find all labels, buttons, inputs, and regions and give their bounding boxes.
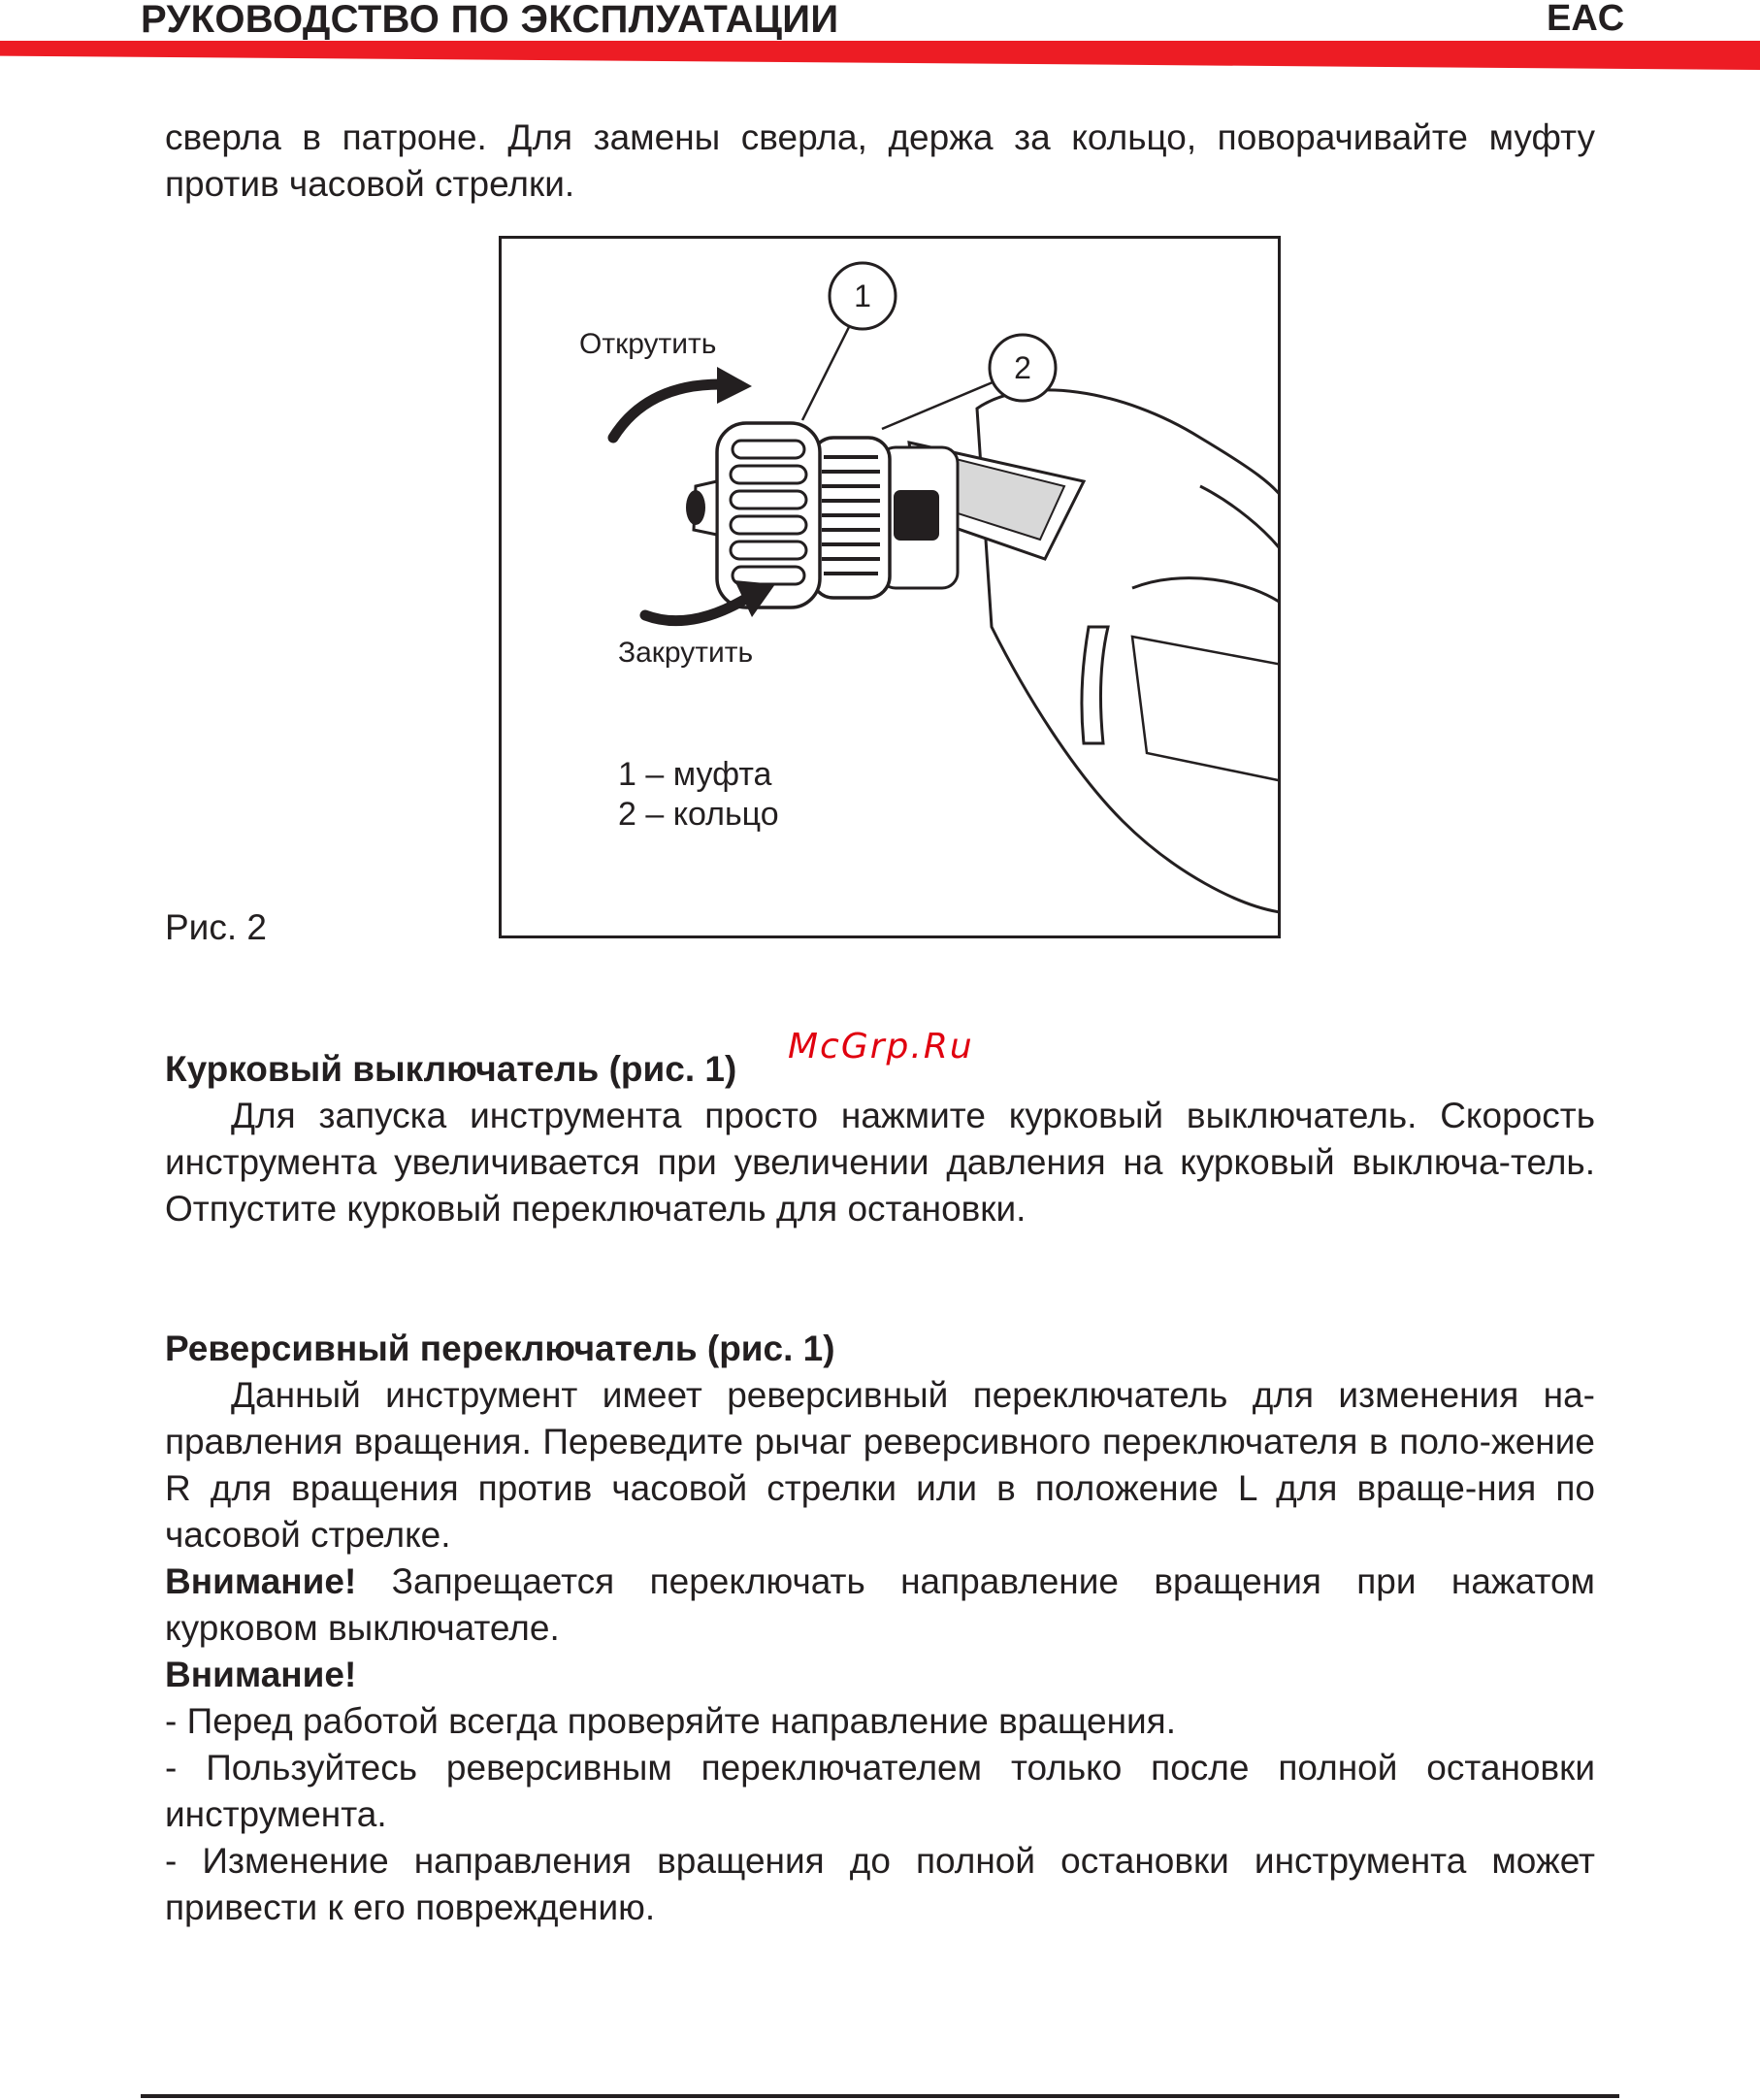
unscrew-arrowhead bbox=[717, 367, 752, 404]
unscrew-arrow bbox=[613, 384, 720, 438]
intro-line-1: сверла в патроне. Для замены сверла, держа за кольцо, поворачивайте муфту bbox=[165, 117, 1595, 157]
label-screw: Закрутить bbox=[618, 637, 754, 669]
intro-line-2: против часовой стрелки. bbox=[165, 164, 575, 204]
section-trigger-text: Для запуска инструмента просто нажмите курковый выключатель. Скорость инструмента увеличивается при увеличении давления на курковый выключа-тель. Отпустите курковый переключатель для остановки. bbox=[165, 1096, 1595, 1229]
warning-1-text: Запрещается переключать направление вращения при нажатом курковом выключателе. bbox=[165, 1561, 1595, 1648]
bullet-item: - Перед работой всегда проверяйте направление вращения. bbox=[165, 1701, 1176, 1741]
legend-item-1: 1 – муфта bbox=[618, 756, 772, 793]
footer-rule bbox=[141, 2094, 1619, 2098]
legend-item-2: 2 – кольцо bbox=[618, 796, 779, 833]
callout-1-leader bbox=[802, 327, 849, 420]
bullet-item: - Изменение направления вращения до полной остановки инструмента может привести к его повреждению. bbox=[165, 1841, 1595, 1927]
warning-paragraph-1 bbox=[165, 1559, 1595, 1652]
callout-1-number: 1 bbox=[854, 279, 871, 313]
section-trigger-heading: Курковый выключатель (рис. 1) bbox=[165, 1049, 737, 1089]
warning-1-label: Внимание! bbox=[165, 1561, 357, 1601]
watermark: McGrp.Ru bbox=[788, 1027, 974, 1066]
screw-arrow bbox=[645, 600, 744, 621]
figure-caption: Рис. 2 bbox=[165, 907, 267, 947]
section-reverse-heading: Реверсивный переключатель (рис. 1) bbox=[165, 1329, 835, 1368]
bullet-item: - Пользуйтесь реверсивным переключателем только после полной остановки инструмента. bbox=[165, 1748, 1595, 1834]
header-red-bar bbox=[0, 41, 1760, 70]
header-title: РУКОВОДСТВО ПО ЭКСПЛУАТАЦИИ bbox=[141, 0, 839, 41]
section-trigger bbox=[165, 1046, 1595, 1232]
drill-collar-window bbox=[895, 491, 938, 540]
section-reverse bbox=[165, 1326, 1595, 1931]
label-unscrew: Открутить bbox=[579, 328, 717, 360]
section-reverse-text: Данный инструмент имеет реверсивный переключатель для изменения на-правления вращения. Переведите рычаг реверсивного переключателя в поло-жение R для вращения против часовой стрелки или в положение L для враще-ния по часовой стрелке. bbox=[165, 1375, 1595, 1555]
chuck-nose bbox=[686, 490, 705, 525]
callout-2-number: 2 bbox=[1014, 350, 1031, 385]
callout-2-leader bbox=[882, 382, 993, 429]
figure-drill-chuck bbox=[499, 236, 1281, 938]
warning-2-label: Внимание! bbox=[165, 1655, 357, 1694]
intro-paragraph bbox=[165, 115, 1595, 208]
eac-badge: EAC bbox=[1547, 0, 1625, 39]
